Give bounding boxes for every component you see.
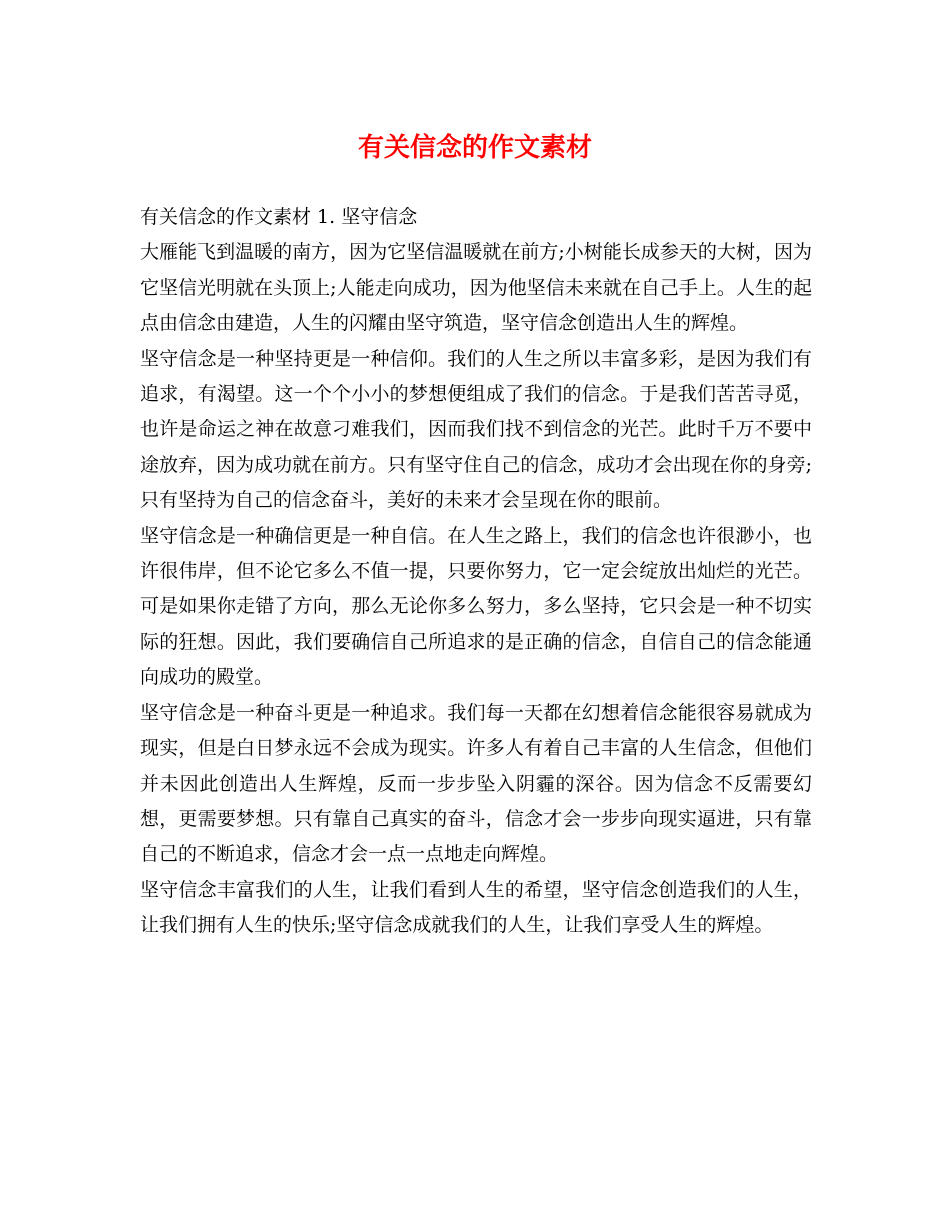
paragraph-2: 坚守信念是一种坚持更是一种信仰。我们的人生之所以丰富多彩，是因为我们有追求，有渴望。这一个个小小的梦想便组成了我们的信念。于是我们苦苦寻觅，也许是命运之神在故意刁难我们，因而我们找不到信念的光芒。此时千万不要中途放弃，因为成功就在前方。只有坚守住自己的信念，成功才会出现在你的身旁;只有坚持为自己的信念奋斗，美好的未来才会呈现在你的眼前。	[140, 347, 812, 512]
paragraph-3: 坚守信念是一种确信更是一种自信。在人生之路上，我们的信念也许很渺小，也许很伟岸，但不论它多么不值一提，只要你努力，它一定会绽放出灿烂的光芒。可是如果你走错了方向，那么无论你多么努力，多么坚持，它只会是一种不切实际的狂想。因此，我们要确信自己所追求的是正确的信念，自信自己的信念能通向成功的殿堂。	[140, 524, 812, 689]
document-title: 有关信念的作文素材	[357, 133, 592, 163]
section-heading: 有关信念的作文素材 1. 坚守信念	[140, 206, 418, 228]
paragraph-1: 大雁能飞到温暖的南方，因为它坚信温暖就在前方;小树能长成参天的大树，因为它坚信光明就在头顶上;人能走向成功，因为他坚信未来就在自己手上。人生的起点由信念由建造，人生的闪耀由坚守筑造，坚守信念创造出人生的辉煌。	[140, 241, 812, 335]
paragraph-4: 坚守信念是一种奋斗更是一种追求。我们每一天都在幻想着信念能很容易就成为现实，但是白日梦永远不会成为现实。许多人有着自己丰富的人生信念，但他们并未因此创造出人生辉煌，反而一步步坠入阴霾的深谷。因为信念不反需要幻想，更需要梦想。只有靠自己真实的奋斗，信念才会一步步向现实逼进，只有靠自己的不断追求，信念才会一点一点地走向辉煌。	[140, 701, 812, 866]
paragraph-5: 坚守信念丰富我们的人生，让我们看到人生的希望，坚守信念创造我们的人生，让我们拥有人生的快乐;坚守信念成就我们的人生，让我们享受人生的辉煌。	[140, 878, 812, 937]
document-body	[140, 200, 812, 944]
